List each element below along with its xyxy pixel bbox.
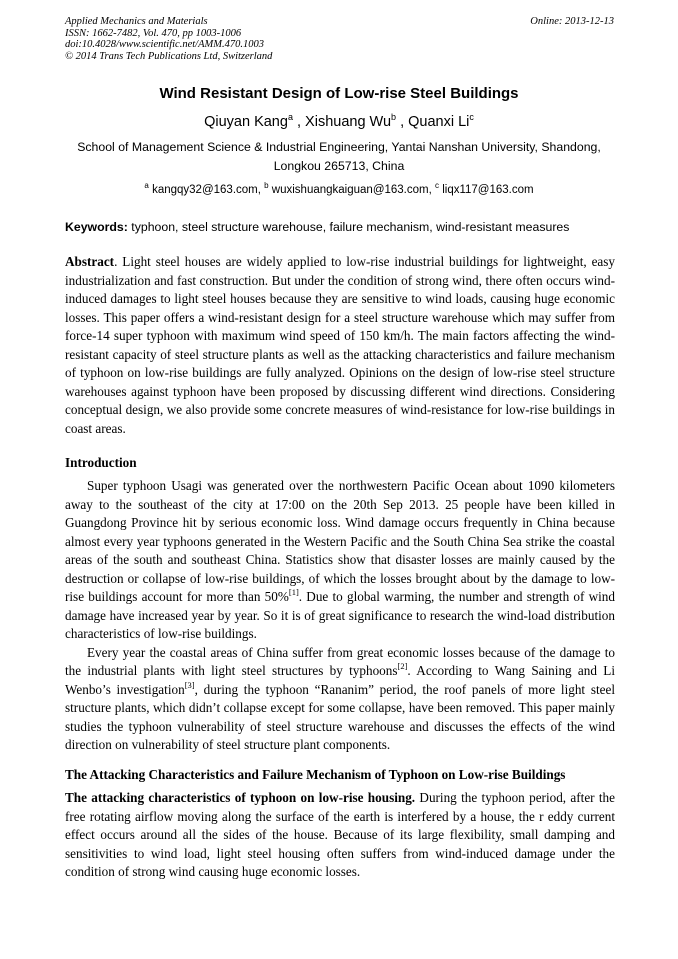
issn-line: ISSN: 1662-7482, Vol. 470, pp 1003-1006 bbox=[65, 27, 242, 39]
email-address[interactable]: kangqy32@163.com, bbox=[152, 184, 261, 196]
email-mark: c bbox=[435, 181, 439, 190]
paper-title: Wind Resistant Design of Low-rise Steel Buildings bbox=[159, 85, 519, 102]
author-name: Quanxi Li bbox=[408, 114, 470, 130]
author-mark: a bbox=[287, 112, 293, 122]
intro-text: . According to Wang Saining and Li Wenbo’s investigation bbox=[65, 663, 615, 697]
intro-paragraph bbox=[65, 477, 615, 644]
affiliation-line: School of Management Science & Industrial Engineering, Yantai Nanshan University, Shandong, bbox=[77, 140, 601, 154]
affiliation bbox=[64, 138, 614, 176]
email-address[interactable]: wuxishuangkaiguan@163.com, bbox=[271, 184, 432, 196]
affiliation-line: Longkou 265713, China bbox=[273, 159, 405, 173]
keywords-label: Keywords: bbox=[65, 220, 128, 234]
email-list bbox=[0, 181, 678, 196]
author-mark: c bbox=[469, 112, 474, 122]
email-mark: a bbox=[144, 181, 149, 190]
citation-ref: [3] bbox=[184, 679, 195, 690]
email-address[interactable]: liqx117@163.com bbox=[442, 184, 534, 196]
introduction-heading: Introduction bbox=[65, 455, 137, 470]
online-date: Online: 2013-12-13 bbox=[530, 16, 614, 27]
intro-text: , during the typhoon “Rananim” period, the roof panels of more light steel structure plants, which didn’t collapse except for some collapse, have been removed. This paper mainly studies the typhoon vulnerability of steel structure warehouse and discusses the effects of the wind direction on vulnerability of steel structure plant components. bbox=[65, 681, 615, 752]
author-list: Qiuyan Kang$^a$ , Xishuang Wu$^b$ , Quanxi Li$^c$ bbox=[204, 112, 474, 130]
abstract-paragraph bbox=[65, 253, 615, 438]
keywords-line bbox=[65, 220, 615, 234]
author-name: Xishuang Wu bbox=[305, 114, 392, 130]
keywords-text: typhoon, steel structure warehouse, failure mechanism, wind-resistant measures bbox=[131, 220, 570, 234]
abstract-text: . Light steel houses are widely applied to low-rise industrial buildings for lightweight, easy industrialization and fast construction. But under the condition of strong wind, there often occurs wind-induced damages to light steel houses because they are sensitive to wind loads, causing huge economic losses. This paper offers a wind-resistant design for a steel structure warehouse which may suffer from force-14 super typhoon with maximum wind speed of 150 km/h. The main factors affecting the wind-resistant capacity of steel structure plants as well as the attacking characteristics and failure mechanism of typhoon on low-rise buildings are fully analyzed. Opinions on the design of low-rise steel structure warehouses against typhoon have been proposed by discussing different wind directions. Considering conceptual design, we also provide some concrete measures of wind-resistance for low-rise buildings in coast areas. bbox=[65, 254, 615, 436]
author-name: Qiuyan Kang bbox=[204, 114, 288, 130]
author-mark: b bbox=[391, 112, 397, 122]
doi-line: doi:10.4028/www.scientific.net/AMM.470.1003 bbox=[65, 39, 264, 50]
section-heading: The Attacking Characteristics and Failure Mechanism of Typhoon on Low-rise Buildings bbox=[65, 767, 566, 782]
email-mark: b bbox=[264, 181, 269, 190]
introduction-body bbox=[65, 477, 615, 755]
copyright-line: © 2014 Trans Tech Publications Ltd, Switzerland bbox=[65, 50, 273, 62]
abstract-label: Abstract bbox=[65, 254, 115, 269]
run-in-heading: The attacking characteristics of typhoon on low-rise housing. bbox=[65, 790, 416, 805]
section-text: During the typhoon period, after the free rotating airflow moving along the surface of the earth is interfered by a house, the r eddy current effect occurs around all the sides of the house. Because of its large flexibility, small damping and sensitivities to wind load, light steel housing often suffers from wind-induced damage under the condition of strong wind causing huge economic losses. bbox=[65, 790, 616, 879]
citation-ref: [1] bbox=[288, 587, 299, 597]
journal-name: Applied Mechanics and Materials bbox=[65, 16, 208, 27]
intro-text: Every year the coastal areas of China suffer from great economic losses because of the damage to the industrial plants with light steel structures by typhoons bbox=[65, 644, 615, 678]
intro-text: Super typhoon Usagi was generated over the northwestern Pacific Ocean about 1090 kilometers away to the southeast of the city at 17:00 on the 20th Sep 2013. 25 people have been killed in Guangdong Province hit by serious economic loss. Wind damage occurs frequently in China because almost every year typhoons generated in the Western Pacific and the South China Sea strike the coastal areas of the south and southeast China. Statistics show that disaster losses are mainly caused by the destruction or collapse of low-rise buildings, of which the losses brought about by the damage to low-rise buildings account for more than 50% bbox=[65, 478, 615, 604]
intro-text: . Due to global warming, the number and strength of wind damage have increased year by year. So it is of great significance to research the wind-load distribution characteristics of low-rise buildings. bbox=[65, 589, 615, 641]
intro-paragraph bbox=[65, 644, 615, 755]
section-body bbox=[65, 789, 615, 882]
citation-ref: [2] bbox=[397, 661, 408, 671]
journal-header bbox=[65, 16, 272, 62]
